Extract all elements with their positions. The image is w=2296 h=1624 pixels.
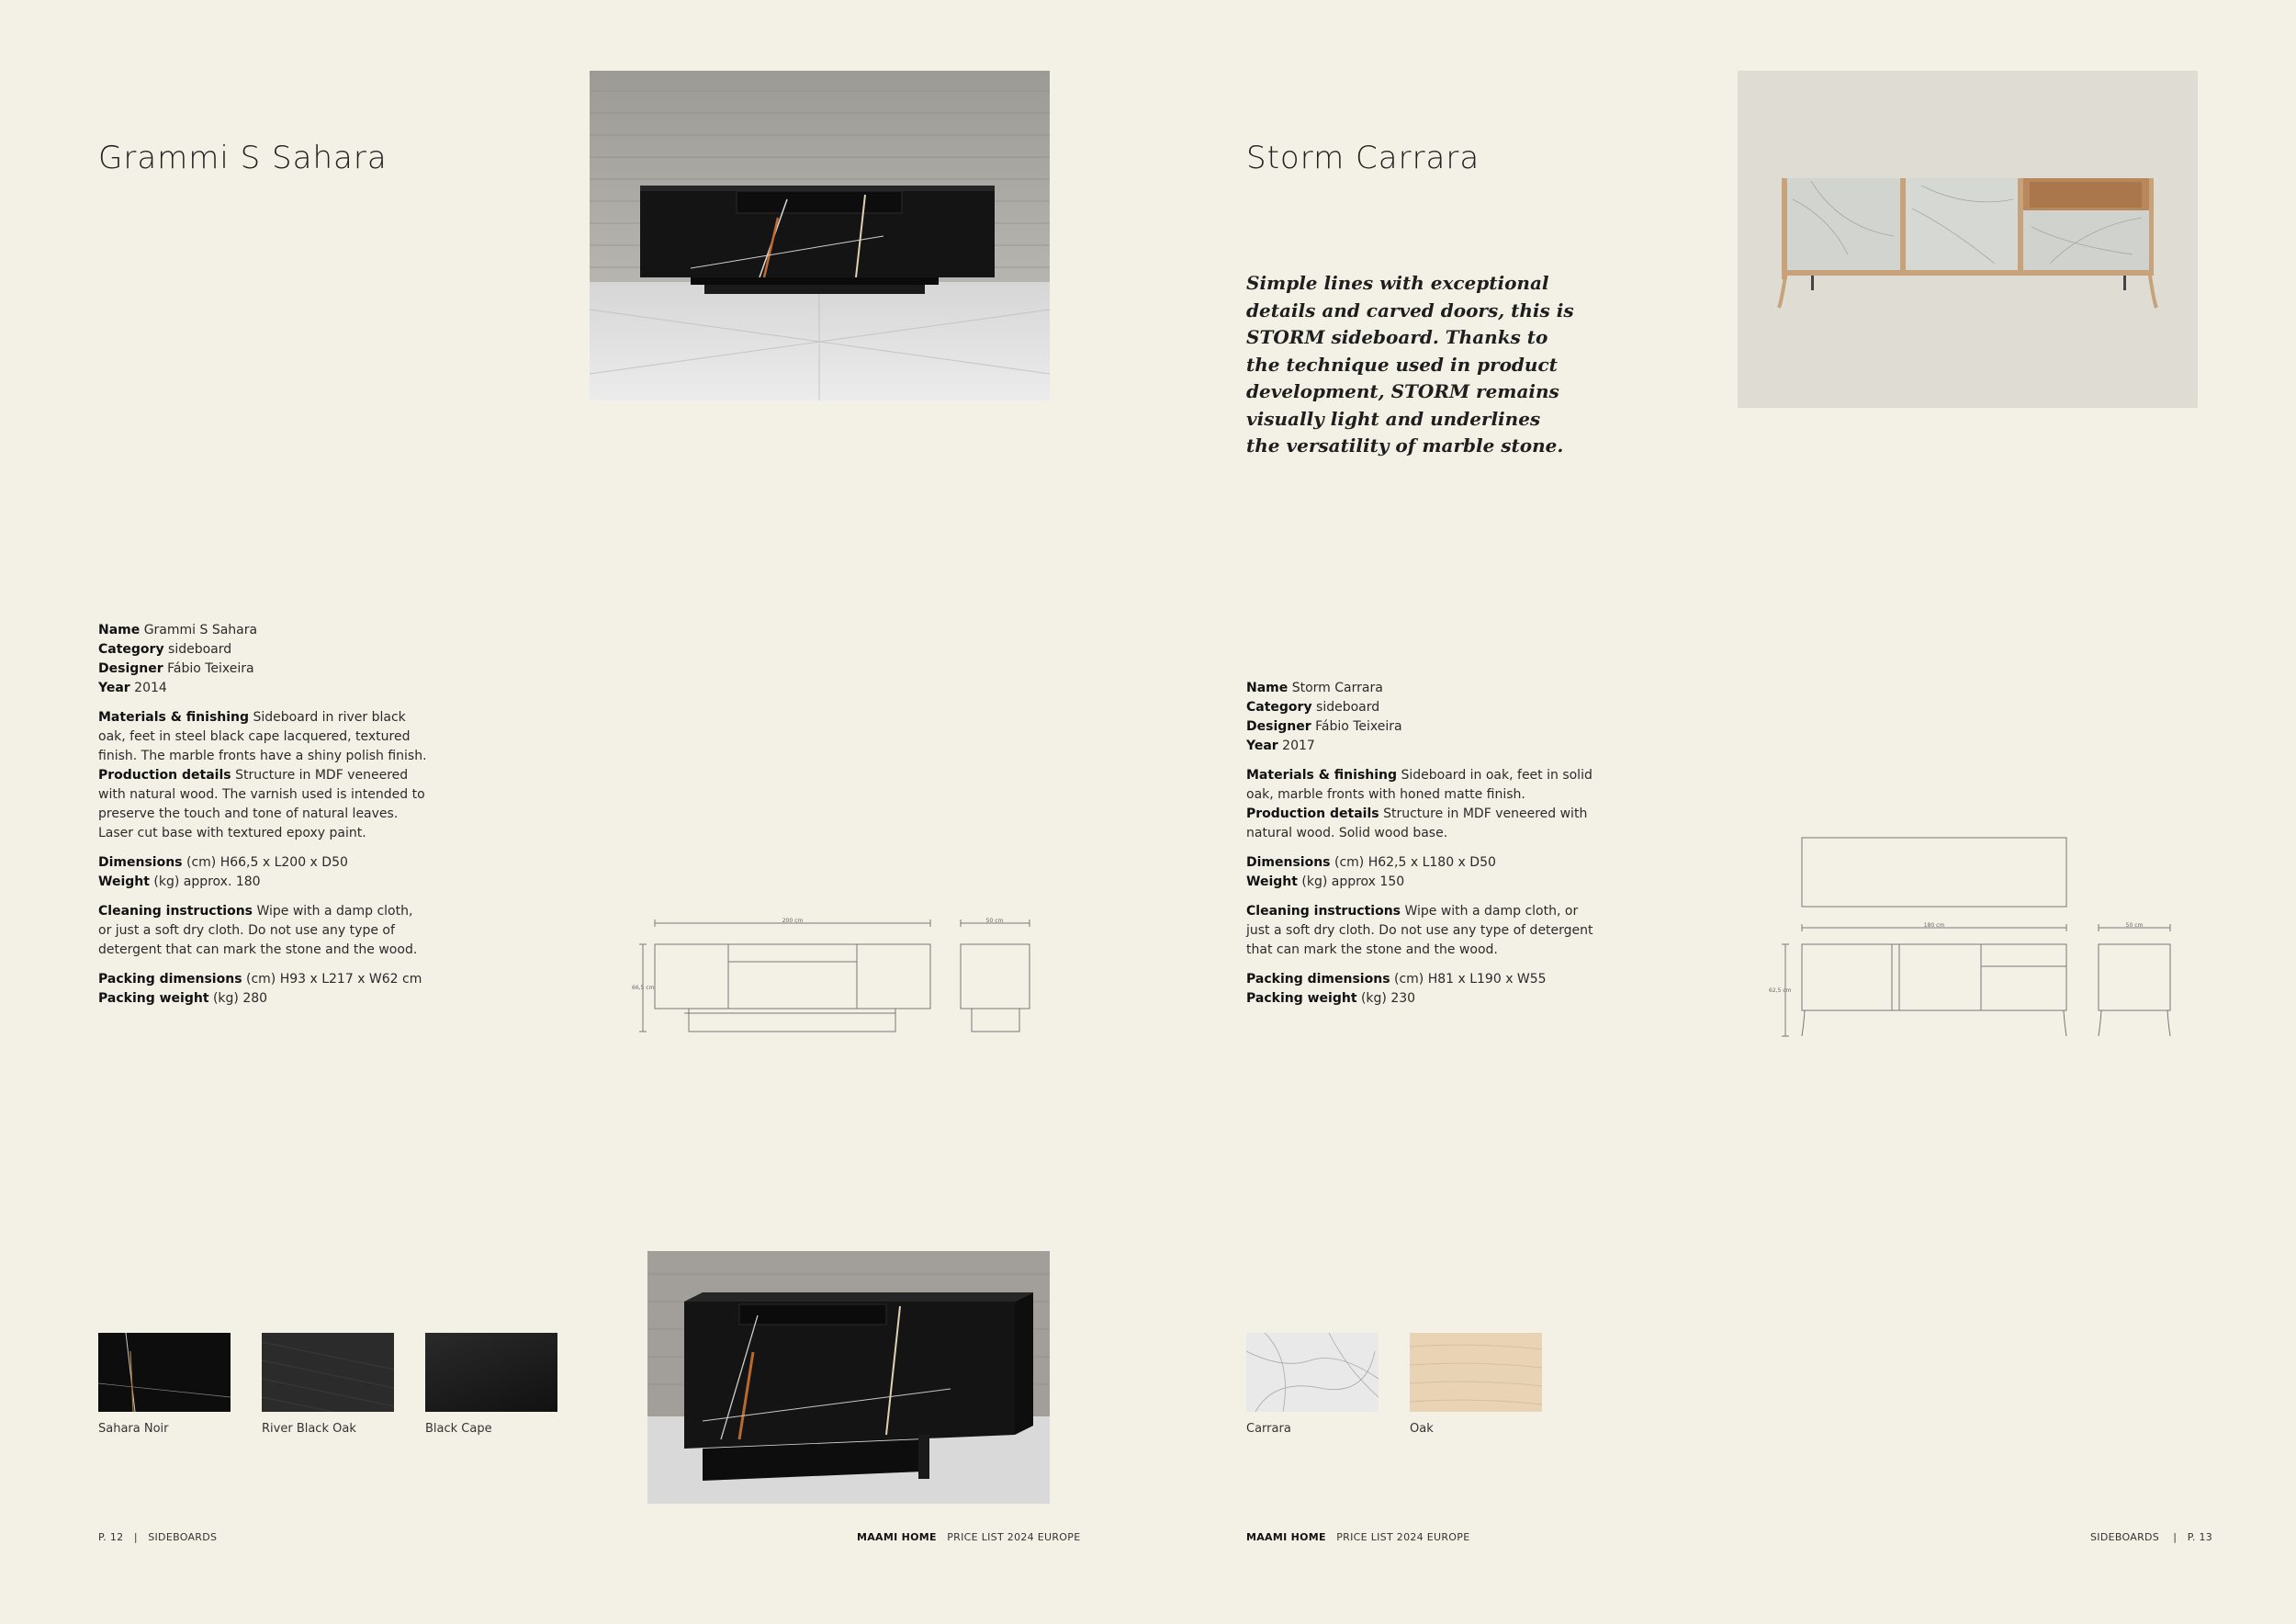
spec-cleaning-label: Cleaning instructions [1246, 904, 1401, 919]
spec-cleaning-label: Cleaning instructions [98, 904, 253, 919]
spec-year-label: Year [98, 681, 130, 695]
footer-separator: | [133, 1531, 138, 1543]
footer-right-page [2090, 1531, 2212, 1543]
spec-year-value: 2014 [134, 681, 167, 695]
drawing-depth-label: 50 cm [2125, 922, 2144, 929]
swatch-label: Oak [1410, 1422, 1434, 1436]
catalog-name: PRICE LIST 2024 EUROPE [1336, 1531, 1470, 1543]
swatch-river-black-oak [262, 1333, 394, 1412]
footer-brand-right [1246, 1531, 1469, 1543]
spec-designer-label: Designer [1246, 719, 1311, 734]
spec-category-label: Category [1246, 700, 1312, 715]
spec-materials-value: Sideboard in river black oak, feet in steel black cape lacquered, textured finish. The marble fronts have a shiny polish finish. [98, 710, 427, 763]
grammi-hero-image [590, 71, 1050, 400]
product-title-storm: Storm Carrara [1246, 140, 1480, 176]
footer-left-page [98, 1531, 217, 1543]
spec-materials-label: Materials & finishing [98, 710, 250, 725]
section-name: SIDEBOARDS [148, 1531, 218, 1543]
footer-brand-left [857, 1531, 1080, 1543]
storm-technical-drawing [1763, 836, 2177, 1043]
page-number: P. 13 [2187, 1531, 2213, 1543]
spec-category-label: Category [98, 642, 164, 657]
spec-materials-label: Materials & finishing [1246, 768, 1398, 783]
storm-intro-text: Simple lines with exceptional details and carved doors, this is STORM sideboard. Thanks to the technique used in product development, STORM remains visually light and underlines the versatility of marble stone. [1246, 272, 1574, 457]
spec-weight-label: Weight [1246, 874, 1298, 889]
grammi-specs [98, 621, 429, 1019]
spec-name-value: Storm Carrara [1291, 681, 1383, 695]
spec-designer-value: Fábio Teixeira [167, 661, 254, 676]
grammi-technical-drawing [625, 914, 1038, 1043]
swatch-label: River Black Oak [262, 1422, 356, 1436]
spec-dimensions-label: Dimensions [1246, 855, 1331, 870]
spec-packing-weight-label: Packing weight [98, 991, 209, 1006]
page-number: P. 12 [98, 1531, 124, 1543]
spec-category-value: sideboard [1316, 700, 1380, 715]
footer-separator: | [2173, 1531, 2178, 1543]
grammi-detail-image [647, 1251, 1050, 1504]
storm-hero-image [1738, 71, 2198, 408]
spec-cleaning-value: Wipe with a damp cloth, or just a soft dry cloth. Do not use any type of detergent that can mark the stone and the wood. [1246, 904, 1593, 957]
spec-weight-label: Weight [98, 874, 150, 889]
drawing-depth-label: 50 cm [985, 918, 1004, 924]
brand-name: MAAMI HOME [857, 1531, 937, 1543]
spec-name-label: Name [98, 623, 141, 637]
spec-production-value: Structure in MDF veneered with natural wood. Solid wood base. [1246, 806, 1588, 840]
spec-weight-value: (kg) approx. 180 [153, 874, 261, 889]
spec-designer-value: Fábio Teixeira [1315, 719, 1402, 734]
swatch-black-cape [425, 1333, 557, 1412]
spec-dimensions-label: Dimensions [98, 855, 183, 870]
spec-packing-dim-value: (cm) H81 x L190 x W55 [1393, 972, 1547, 987]
swatch-oak [1410, 1333, 1542, 1412]
spec-name-value: Grammi S Sahara [143, 623, 258, 637]
spec-packing-dim-label: Packing dimensions [98, 972, 242, 987]
brand-name: MAAMI HOME [1246, 1531, 1326, 1543]
swatch-carrara [1246, 1333, 1379, 1412]
swatch-label: Sahara Noir [98, 1422, 169, 1436]
spec-production-label: Production details [1246, 806, 1379, 821]
section-name: SIDEBOARDS [2090, 1531, 2160, 1543]
spec-dimensions-value: (cm) H62,5 x L180 x D50 [1334, 855, 1496, 870]
spec-year-label: Year [1246, 739, 1278, 753]
drawing-height-label: 62,5 cm [1769, 987, 1792, 994]
drawing-width-label: 200 cm [782, 918, 804, 924]
swatch-label: Carrara [1246, 1422, 1291, 1436]
spec-weight-value: (kg) approx 150 [1301, 874, 1405, 889]
storm-specs [1246, 679, 1595, 1019]
swatch-label: Black Cape [425, 1422, 492, 1436]
spec-name-label: Name [1246, 681, 1289, 695]
catalog-name: PRICE LIST 2024 EUROPE [947, 1531, 1081, 1543]
drawing-height-label: 66,5 cm [632, 985, 655, 991]
spec-packing-dim-value: (cm) H93 x L217 x W62 cm [245, 972, 422, 987]
spec-materials-value: Sideboard in oak, feet in solid oak, marble fronts with honed matte finish. [1246, 768, 1593, 802]
spec-category-value: sideboard [168, 642, 232, 657]
spec-dimensions-value: (cm) H66,5 x L200 x D50 [186, 855, 348, 870]
swatch-sahara-noir [98, 1333, 231, 1412]
spec-year-value: 2017 [1282, 739, 1315, 753]
spec-packing-weight-label: Packing weight [1246, 991, 1357, 1006]
spec-packing-dim-label: Packing dimensions [1246, 972, 1390, 987]
spec-packing-weight-value: (kg) 280 [212, 991, 268, 1006]
product-title-grammi: Grammi S Sahara [98, 140, 388, 176]
spec-packing-weight-value: (kg) 230 [1360, 991, 1416, 1006]
spec-production-value: Structure in MDF veneered with natural wood. The varnish used is intended to preserve the touch and tone of natural leaves. Laser cut base with textured epoxy paint. [98, 768, 425, 840]
drawing-width-label: 180 cm [1923, 922, 1945, 929]
spec-production-label: Production details [98, 768, 231, 783]
spec-cleaning-value: Wipe with a damp cloth, or just a soft dry cloth. Do not use any type of detergent that can mark the stone and the wood. [98, 904, 418, 957]
spec-designer-label: Designer [98, 661, 163, 676]
